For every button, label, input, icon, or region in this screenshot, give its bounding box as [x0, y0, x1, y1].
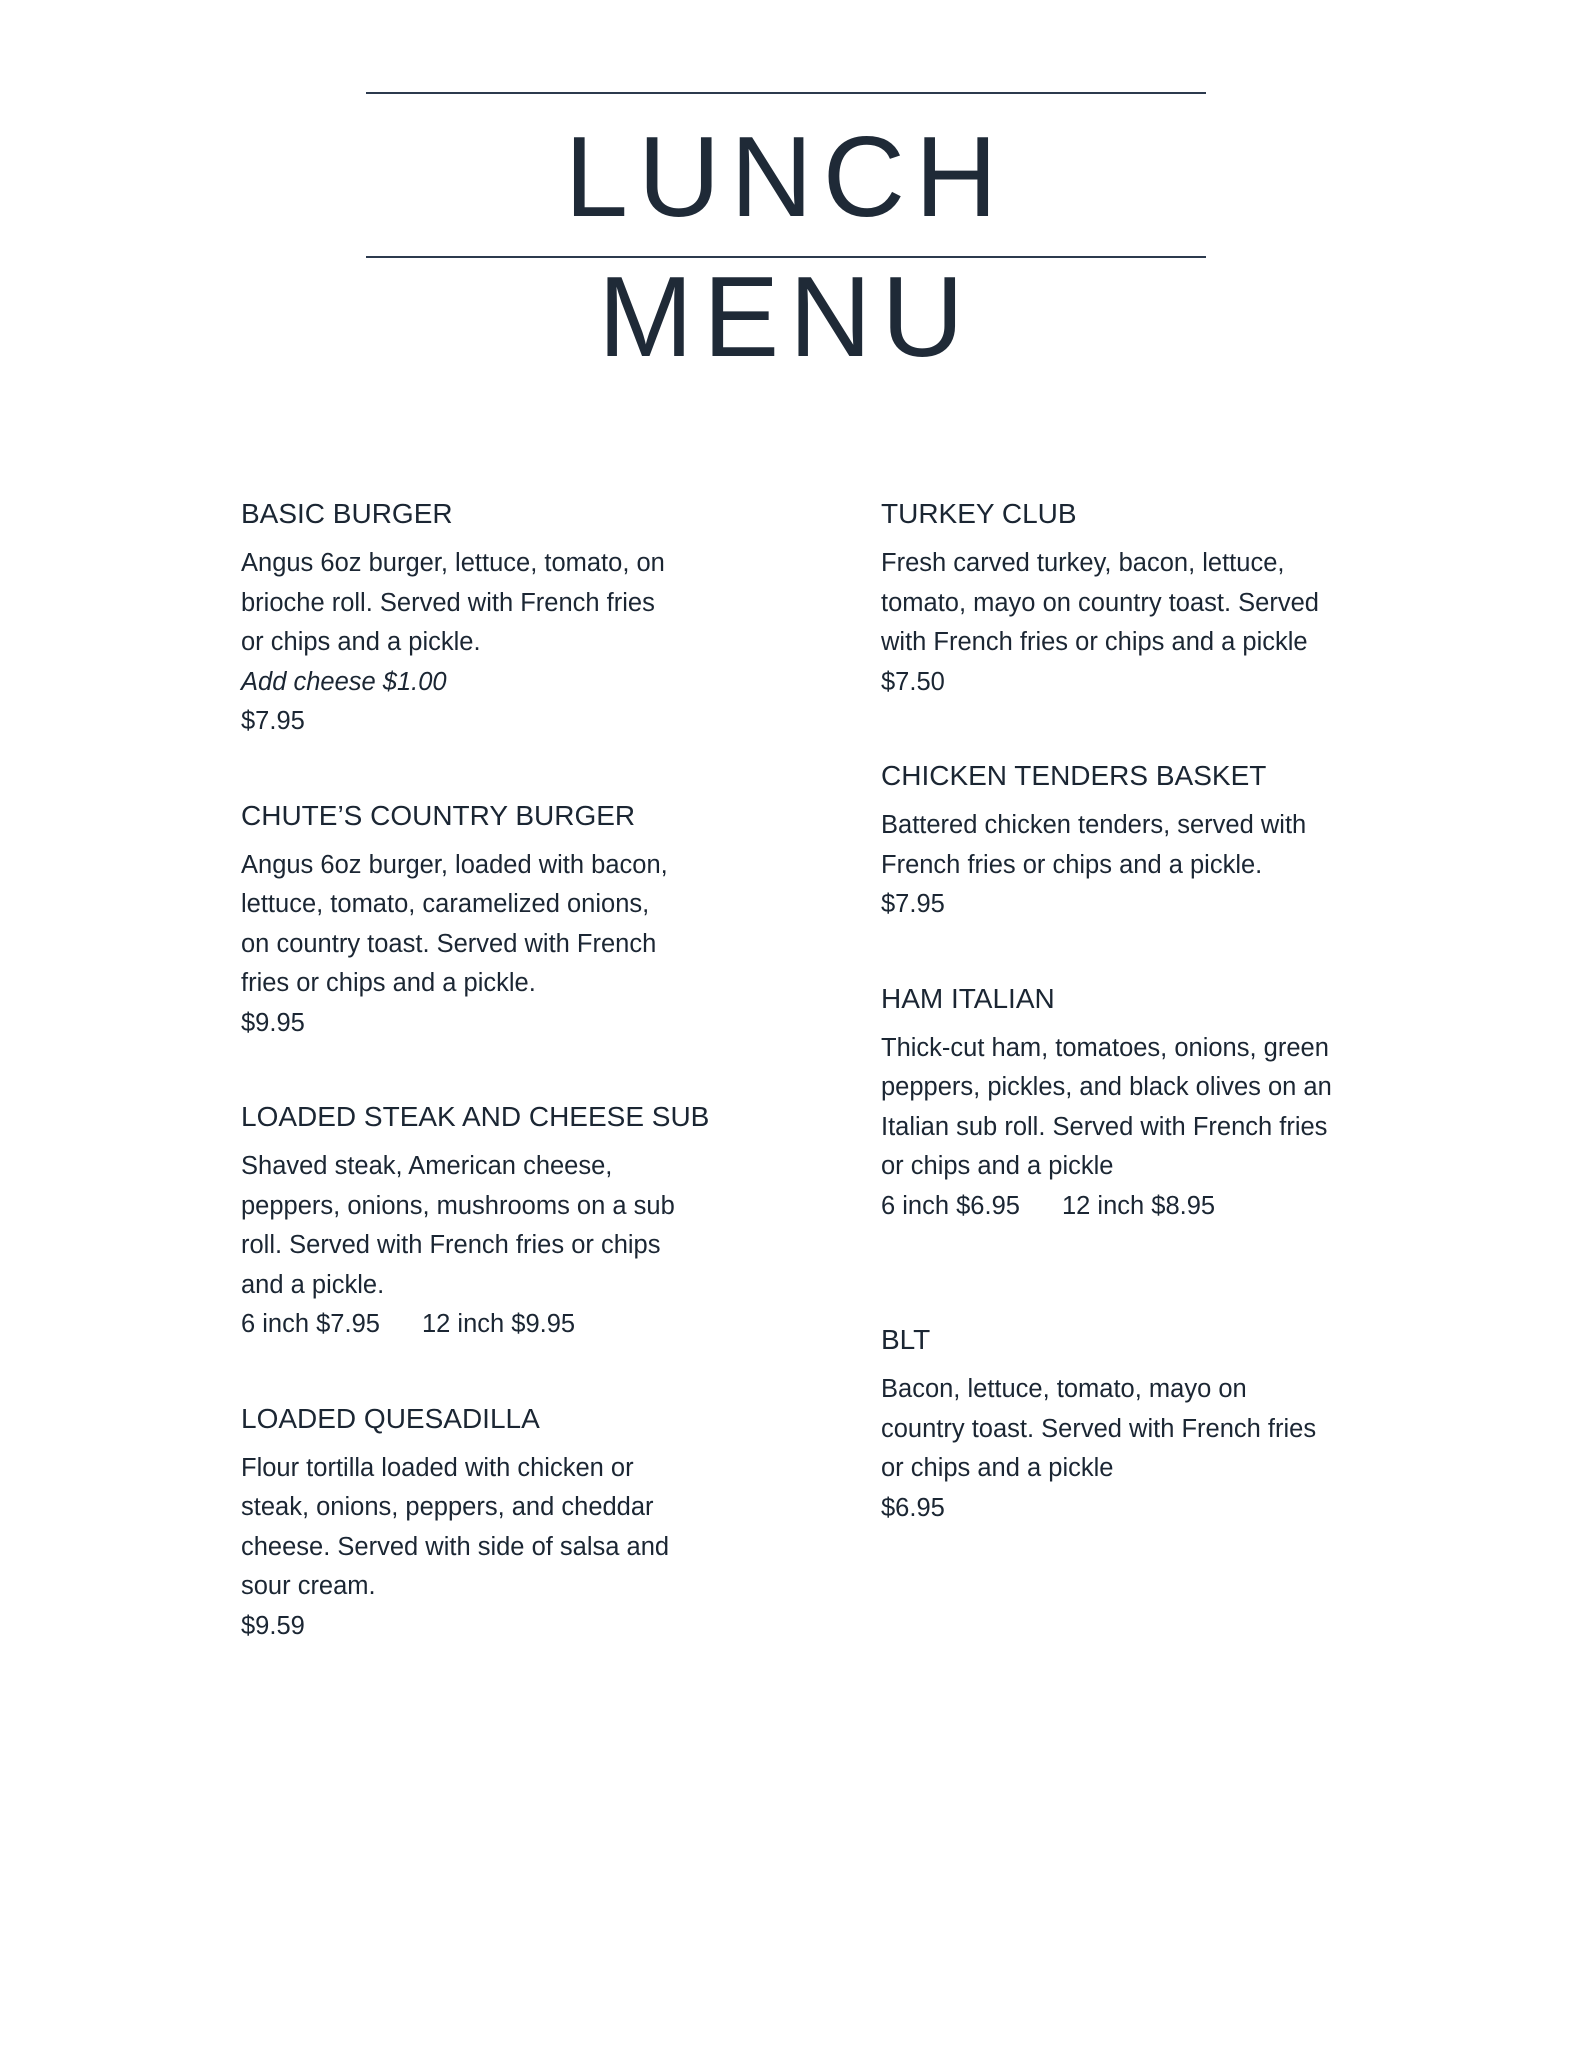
title-top-rule — [366, 92, 1206, 94]
item-description-line: fries or chips and a pickle. — [241, 969, 536, 997]
item-add-on-note: Add cheese $1.00 — [241, 667, 447, 696]
page-title: LUNCH MENU — [564, 114, 1008, 381]
item-description-line: or chips and a pickle — [881, 1454, 1114, 1482]
item-price: $9.95 — [241, 1008, 305, 1037]
item-description-line: tomato, mayo on country toast. Served — [881, 588, 1319, 617]
item-description-line: cheese. Served with side of salsa and — [241, 1532, 670, 1561]
item-name: LOADED QUESADILLA — [241, 1402, 540, 1434]
title-bottom-rule — [366, 256, 1206, 258]
item-price: $9.59 — [241, 1611, 305, 1640]
item-description-line: brioche roll. Served with French fries — [241, 588, 655, 617]
item-description-line: lettuce, tomato, caramelized onions, — [241, 890, 650, 918]
item-price-12-inch: 12 inch $8.95 — [1061, 1191, 1216, 1220]
item-description-line: French fries or chips and a pickle. — [881, 850, 1263, 879]
menu-item-chutes-country-burger — [241, 796, 711, 1044]
item-description-line: on country toast. Served with French — [241, 929, 657, 958]
item-description-line: Angus 6oz burger, lettuce, tomato, on — [241, 549, 665, 577]
item-name: BLT — [881, 1324, 931, 1355]
item-description-line: Shaved steak, American cheese, — [241, 1152, 613, 1180]
item-description-line: Fresh carved turkey, bacon, lettuce, — [881, 549, 1285, 577]
menu-item-ham-italian — [881, 979, 1361, 1227]
item-description-line: sour cream. — [241, 1572, 376, 1600]
item-description-line: and a pickle. — [241, 1270, 385, 1299]
item-name: TURKEY CLUB — [881, 498, 1077, 529]
item-name: CHICKEN TENDERS BASKET — [881, 760, 1267, 791]
item-description-line: peppers, onions, mushrooms on a sub — [241, 1191, 675, 1220]
item-description-line: roll. Served with French fries or chips — [241, 1231, 661, 1259]
item-description-line: or chips and a pickle. — [241, 628, 481, 656]
item-description-line: Battered chicken tenders, served with — [881, 811, 1307, 839]
menu-item-loaded-quesadilla — [241, 1399, 711, 1647]
item-description-line: Flour tortilla loaded with chicken or — [241, 1453, 634, 1482]
menu-column-right — [881, 494, 1361, 1528]
menu-item-chicken-tenders-basket — [881, 756, 1361, 925]
menu-item-loaded-steak-and-cheese-sub — [241, 1097, 711, 1345]
item-description-line: country toast. Served with French fries — [881, 1414, 1317, 1443]
item-description-line: Thick-cut ham, tomatoes, onions, green — [881, 1033, 1329, 1062]
item-price-6-inch: 6 inch $7.95 — [241, 1310, 380, 1338]
item-description-line: steak, onions, peppers, and cheddar — [241, 1493, 654, 1521]
item-description-line: with French fries or chips and a pickle — [881, 628, 1308, 656]
item-price: $6.95 — [881, 1493, 945, 1522]
menu-item-blt — [881, 1320, 1361, 1528]
menu-item-turkey-club — [881, 494, 1361, 702]
item-name: LOADED STEAK AND CHEESE SUB — [241, 1101, 710, 1132]
item-price: $7.95 — [241, 707, 305, 735]
item-description-line: or chips and a pickle — [881, 1152, 1114, 1180]
item-price-6-inch: 6 inch $6.95 — [881, 1191, 1020, 1220]
item-price: $7.50 — [881, 667, 945, 696]
menu-column-left — [241, 494, 711, 1646]
item-description-line: peppers, pickles, and black olives on an — [881, 1073, 1332, 1101]
item-price-row — [241, 1305, 711, 1345]
item-name: BASIC BURGER — [241, 498, 453, 529]
item-price-12-inch: 12 inch $9.95 — [421, 1310, 576, 1338]
item-price-row — [881, 1187, 1361, 1227]
menu-item-basic-burger — [241, 494, 711, 742]
item-name: CHUTE’S COUNTRY BURGER — [241, 799, 636, 831]
item-price: $7.95 — [881, 890, 945, 918]
item-description-line: Bacon, lettuce, tomato, mayo on — [881, 1375, 1247, 1403]
item-name: HAM ITALIAN — [881, 982, 1055, 1014]
item-description-line: Italian sub roll. Served with French fries — [881, 1112, 1328, 1141]
item-description-line: Angus 6oz burger, loaded with bacon, — [241, 850, 668, 879]
